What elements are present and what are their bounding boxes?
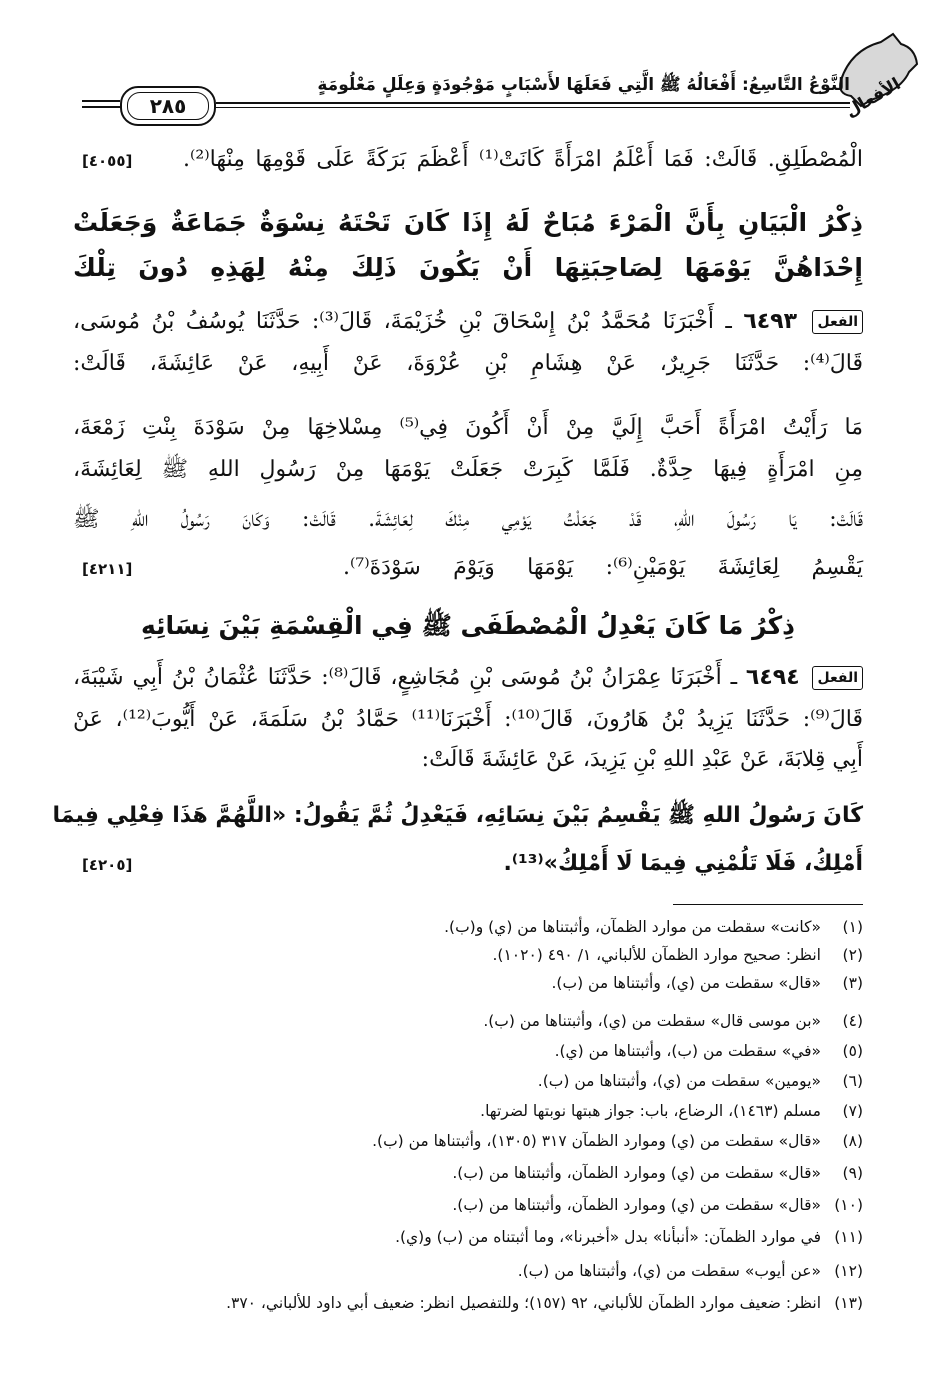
footnote-number: (١٢)	[834, 1262, 863, 1280]
hadith-number: ٦٤٩٤	[745, 665, 800, 690]
footnote-text: «في» سقطت من (ب)، وأثبتناها من (ي).	[554, 1042, 821, 1060]
header-left-rule-2	[82, 106, 120, 108]
body-line: مَا رَأَيْتُ امْرَأَةً أَحَبَّ إِلَيَّ مِنْ أَنْ أَكُونَ فِي⁽⁵⁾ مِسْلاخِهَا مِنْ سَوْدَةَ بِنْتِ زَمْعَةَ،	[73, 415, 863, 440]
footnote-number: (٥)	[842, 1042, 863, 1060]
footnote-number: (٤)	[842, 1012, 863, 1030]
header-rule-thin	[216, 107, 850, 108]
hadith-text: ـ أَخْبَرَنَا مُحَمَّدُ بْنُ إِسْحَاقَ بْنِ خُزَيْمَةَ، قَالَ⁽³⁾: حَدَّثَنَا يُوسُفُ بْنُ مُوسَى،	[73, 309, 732, 334]
footnote-number: (٨)	[842, 1132, 863, 1150]
footnote-text: «قال» سقطت من (ي) وموارد الظمآن، وأثبتناها من (ب).	[452, 1164, 821, 1182]
hadith-opening-line	[73, 304, 863, 340]
footnote	[73, 1038, 863, 1064]
footnote	[73, 914, 863, 940]
footnote-number: (٩)	[842, 1164, 863, 1182]
footnote	[73, 1290, 863, 1316]
body-line: قَالَ⁽⁴⁾: حَدَّثَنَا جَرِيرٌ، عَنْ هِشَامِ بْنِ عُرْوَةَ، عَنْ أَبِيهِ، عَنْ عَائِشَةَ، قَالَتْ:	[73, 351, 863, 376]
section-heading: إِحْدَاهُنَّ يَوْمَهَا لِصَاحِبَتِهَا أَنْ يَكُونَ ذَلِكَ مِنْهُ لِهَذِهِ دُونَ تِلْكَ	[73, 253, 863, 282]
footnote-text: انظر: صحيح موارد الظمآن للألباني، ١/ ٤٩٠ (١٠٢٠).	[492, 946, 821, 964]
footnote-number: (١٣)	[834, 1294, 863, 1312]
footnote-text: «عن أيوب» سقطت من (ي)، وأثبتناها من (ب).	[517, 1262, 821, 1280]
page-number-frame	[120, 86, 216, 126]
footnote-number: (٢)	[842, 946, 863, 964]
footnote	[73, 1224, 863, 1250]
body-line: مِنِ امْرَأَةٍ فِيهَا حِدَّةٌ. فَلَمَّا كَبِرَتْ جَعَلَتْ يَوْمَهَا مِنْ رَسُولِ اللهِ ﷺ لِعَائِشَةَ،	[73, 457, 863, 482]
hadith-text: ـ أَخْبَرَنَا عِمْرَانُ بْنُ مُوسَى بْنِ مُجَاشِعٍ، قَالَ⁽⁸⁾: حَدَّثَنَا عُثْمَانُ بْنُ أَبِي شَيْبَةَ،	[73, 665, 738, 690]
footnote-number: (٦)	[842, 1072, 863, 1090]
footnote	[73, 1128, 863, 1154]
body-line: قَالَتْ: يَا رَسُولَ اللهِ، قَدْ جَعَلْتُ يَوْمِي مِنْكَ لِعَائِشَةَ. قَالَتْ: وَكَانَ رَسُولُ اللهِ ﷺ	[73, 507, 863, 532]
footnote-text: «قال» سقطت من (ي) وموارد الظمآن، وأثبتناها من (ب).	[452, 1196, 821, 1214]
footnote	[73, 942, 863, 968]
footnote-number: (٣)	[842, 974, 863, 992]
hadith-opening-line	[73, 660, 863, 696]
footnote-text: في موارد الظمآن: «أنبأنا» بدل «أخبرنا»، وما أثبتناه من (ب) و(ي).	[395, 1228, 821, 1246]
footnote-number: (١١)	[834, 1228, 863, 1246]
footnote-text: «قال» سقطت من (ي) وموارد الظمآن ٣١٧ (١٣٠٥)، وأثبتناها من (ب).	[372, 1132, 821, 1150]
hadith-reference: [٤٢١١]	[82, 560, 133, 578]
footnote	[73, 1160, 863, 1186]
footnote	[73, 1192, 863, 1218]
section-heading: ذِكْرُ الْبَيَانِ بِأَنَّ الْمَرْءَ مُبَاحٌ لَهُ إِذَا كَانَ تَحْتَهُ نِسْوَةٌ جَمَاعَةٌ وَجَعَلَتْ	[73, 208, 863, 237]
footnote-text: «يومين» سقطت من (ي)، وأثبتناها من (ب).	[537, 1072, 821, 1090]
footnote-rule	[673, 904, 863, 905]
hadith-number: ٦٤٩٣	[743, 309, 798, 334]
hadith-reference: [٤٢٠٥]	[82, 856, 133, 874]
corner-label: الأفعال	[841, 74, 904, 122]
footnote-text: «بن موسى قال» سقطت من (ي)، وأثبتناها من (ب).	[483, 1012, 821, 1030]
footnote-number: (١)	[842, 918, 863, 936]
hadith-type-tag: الفعل	[812, 310, 863, 334]
footnote	[73, 1258, 863, 1284]
page-number: ٢٨٥	[127, 92, 209, 120]
body-line: أَمْلِكُ، فَلَا تَلُمْنِي فِيمَا لَا أَمْلِكُ»⁽¹³⁾.	[503, 851, 863, 876]
body-line: يَقْسِمُ لِعَائِشَةَ يَوْمَيْنِ⁽⁶⁾: يَوْمَهَا وَيَوْمَ سَوْدَةَ⁽⁷⁾.	[343, 555, 863, 580]
footnote-number: (١٠)	[834, 1196, 863, 1214]
body-line: الْمُصْطَلِقِ. قَالَتْ: فَمَا أَعْلَمُ امْرَأَةً كَانَتْ⁽¹⁾ أَعْظَمَ بَرَكَةً عَلَى قَوْمِهَا مِنْهَا⁽²⁾.	[183, 147, 863, 172]
section-heading: ذِكْرُ مَا كَانَ يَعْدِلُ الْمُصْطَفَى ﷺ فِي الْقِسْمَةِ بَيْنَ نِسَائِهِ	[140, 611, 796, 640]
header-left-rule	[82, 100, 120, 102]
footnote	[73, 970, 863, 996]
footnote	[73, 1098, 863, 1124]
body-line: أَبِي قِلابَةَ، عَنْ عَبْدِ اللهِ بْنِ يَزِيدَ، عَنْ عَائِشَةَ قَالَتْ:	[421, 747, 863, 772]
footnote-text: «قال» سقطت من (ي)، وأثبتناها من (ب).	[551, 974, 821, 992]
running-title: النَّوْعُ التَّاسِعُ: أَفْعَالُهُ ﷺ الَّتِي فَعَلَهَا لأَسْبَابٍ مَوْجُودَةٍ وَعِلَلٍ مَعْلُومَةٍ	[317, 75, 850, 95]
body-line: قَالَ⁽⁹⁾: حَدَّثَنَا يَزِيدُ بْنُ هَارُونَ، قَالَ⁽¹⁰⁾: أَخْبَرَنَا⁽¹¹⁾ حَمَّادُ بْنُ سَلَمَةَ، عَنْ أَيُّوبَ⁽¹²⁾، عَنْ	[73, 707, 864, 732]
header-rule	[216, 102, 850, 104]
hadith-type-tag: الفعل	[812, 666, 863, 690]
footnote-text: «كانت» سقطت من موارد الظمآن، وأثبتناها من (ي) و(ب).	[444, 918, 821, 936]
body-line: كَانَ رَسُولُ اللهِ ﷺ يَقْسِمُ بَيْنَ نِسَائِهِ، فَيَعْدِلُ ثُمَّ يَقُولُ: «اللَّهُمَّ هَذَا فِعْلِي فِيمَا	[52, 803, 863, 828]
footnote-number: (٧)	[842, 1102, 863, 1120]
footnote	[73, 1008, 863, 1034]
footnote-text: انظر: ضعيف موارد الظمآن للألباني، ٩٢ (١٥٧)؛ وللتفصيل انظر: ضعيف أبي داود للألباني، ٣٧٠.	[226, 1294, 821, 1312]
hadith-reference: [٤٠٥٥]	[82, 152, 133, 170]
footnote	[73, 1068, 863, 1094]
page-header	[90, 30, 850, 120]
footnote-text: مسلم (١٤٦٣)، الرضاع، باب: جواز هبتها نوبتها لضرتها.	[480, 1102, 821, 1120]
